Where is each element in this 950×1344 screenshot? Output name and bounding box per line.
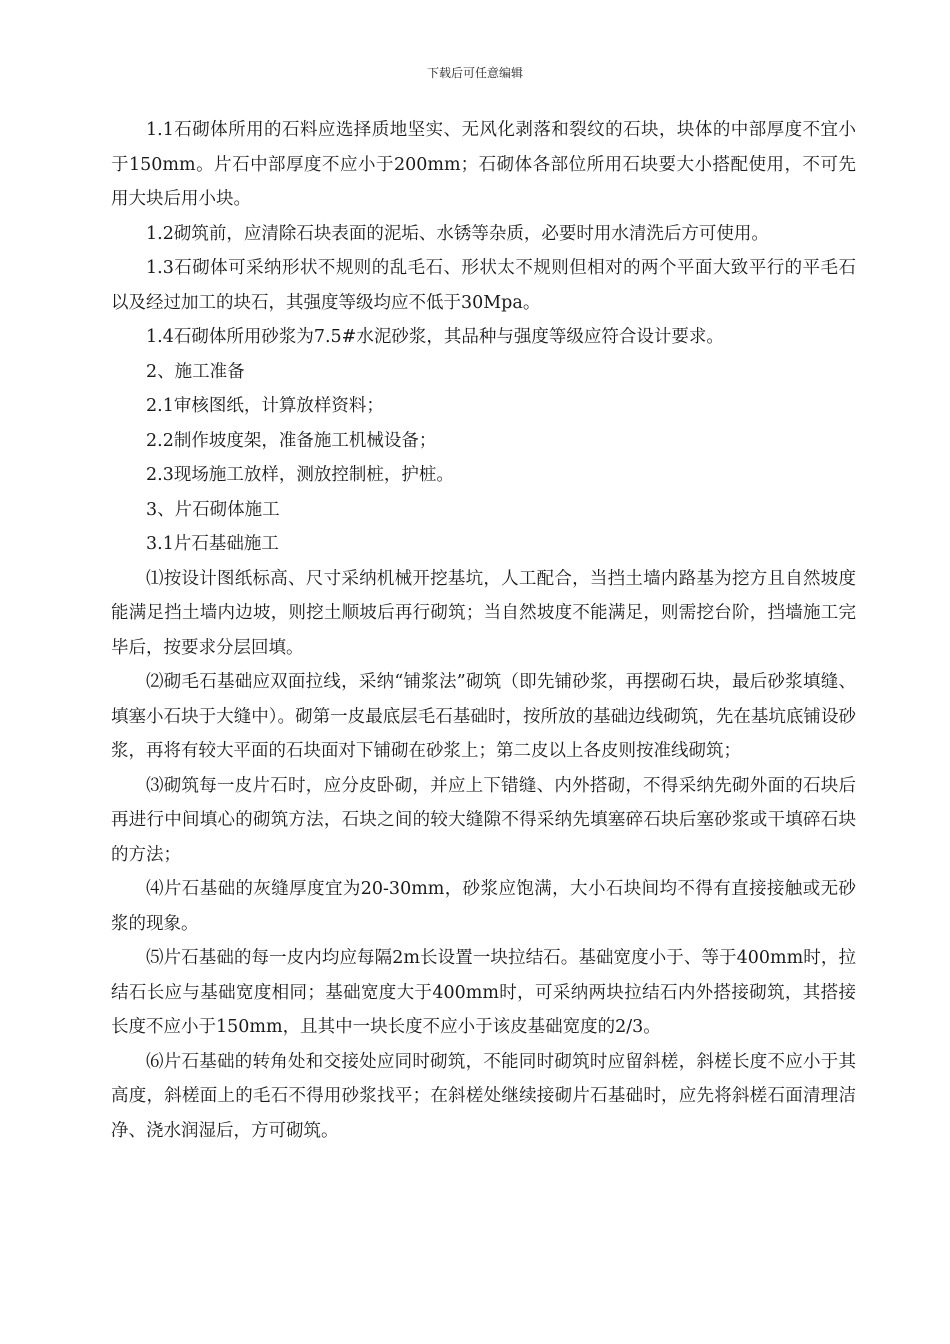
paragraph-item-4: ⑷片石基础的灰缝厚度宜为20-30mm，砂浆应饱满，大小石块间均不得有直接接触或无砂浆的现象。 <box>111 879 856 934</box>
paragraph-1-3: 1.3石砌体可采纳形状不规则的乱毛石、形状太不规则但相对的两个平面大致平行的平毛石以及经过加工的块石，其强度等级均应不低于30Mpa。 <box>111 258 856 313</box>
paragraph-1-4: 1.4石砌体所用砂浆为7.5#水泥砂浆，其品种与强度等级应符合设计要求。 <box>146 327 724 347</box>
section-heading-2: 2、施工准备 <box>146 361 245 382</box>
paragraph-1-2: 1.2砌筑前，应清除石块表面的泥垢、水锈等杂质，必要时用水清洗后方可使用。 <box>146 223 769 244</box>
paragraph-item-6: ⑹片石基础的转角处和交接处应同时砌筑，不能同时砌筑时应留斜槎，斜槎长度不应小于其高度，斜槎面上的毛石不得用砂浆找平；在斜槎处继续接砌片石基础时，应先将斜槎石面清理洁净、浇水润湿后，方可砌筑。 <box>111 1051 856 1141</box>
paragraph-2-3: 2.3现场施工放样，测放控制桩，护桩。 <box>146 465 454 485</box>
paragraph-2-1: 2.1审核图纸，计算放样资料； <box>146 396 384 416</box>
section-heading-3: 3、片石砌体施工 <box>146 499 280 520</box>
paragraph-item-2: ⑵砌毛石基础应双面拉线，采纳“铺浆法”砌筑（即先铺砂浆，再摆砌石块，最后砂浆填缝、填塞小石块于大缝中）。砌第一皮最底层毛石基础时，按所放的基础边线砌筑，先在基坑底铺设砂浆，再将有较大平面的石块面对下铺砌在砂浆上；第二皮以上各皮则按准线砌筑； <box>111 672 856 761</box>
paragraph-item-3: ⑶砌筑每一皮片石时，应分皮卧砌，并应上下错缝、内外搭砌，不得采纳先砌外面的石块后再进行中间填心的砌筑方法，石块之间的较大缝隙不得采纳先填塞碎石块后塞砂浆或干填碎石块的方法； <box>111 775 856 865</box>
subsection-heading-3-1: 3.1片石基础施工 <box>146 534 279 554</box>
paragraph-item-5: ⑸片石基础的每一皮内均应每隔2m长设置一块拉结石。基础宽度小于、等于400mm时，拉结石长应与基础宽度相同；基础宽度大于400mm时，可采纳两块拉结石内外搭接砌筑，其搭接长度不应小于150mm，且其中一块长度不应小于该皮基础宽度的2/3。 <box>111 948 856 1037</box>
page-header-note: 下载后可任意编辑 <box>426 66 523 80</box>
paragraph-item-1: ⑴按设计图纸标高、尺寸采纳机械开挖基坑，人工配合，当挡土墙内路基为挖方且自然坡度能满足挡土墙内边坡，则挖土顺坡后再行砌筑；当自然坡度不能满足，则需挖台阶，挡墙施工完毕后，按要求分层回填。 <box>111 568 856 658</box>
document-body <box>111 113 856 1148</box>
paragraph-1-1: 1.1石砌体所用的石料应选择质地坚实、无风化剥落和裂纹的石块，块体的中部厚度不宜小于150mm。片石中部厚度不应小于200mm；石砌体各部位所用石块要大小搭配使用，不可先用大块后用小块。 <box>111 120 856 209</box>
paragraph-2-2: 2.2制作坡度架，准备施工机械设备； <box>146 430 437 451</box>
